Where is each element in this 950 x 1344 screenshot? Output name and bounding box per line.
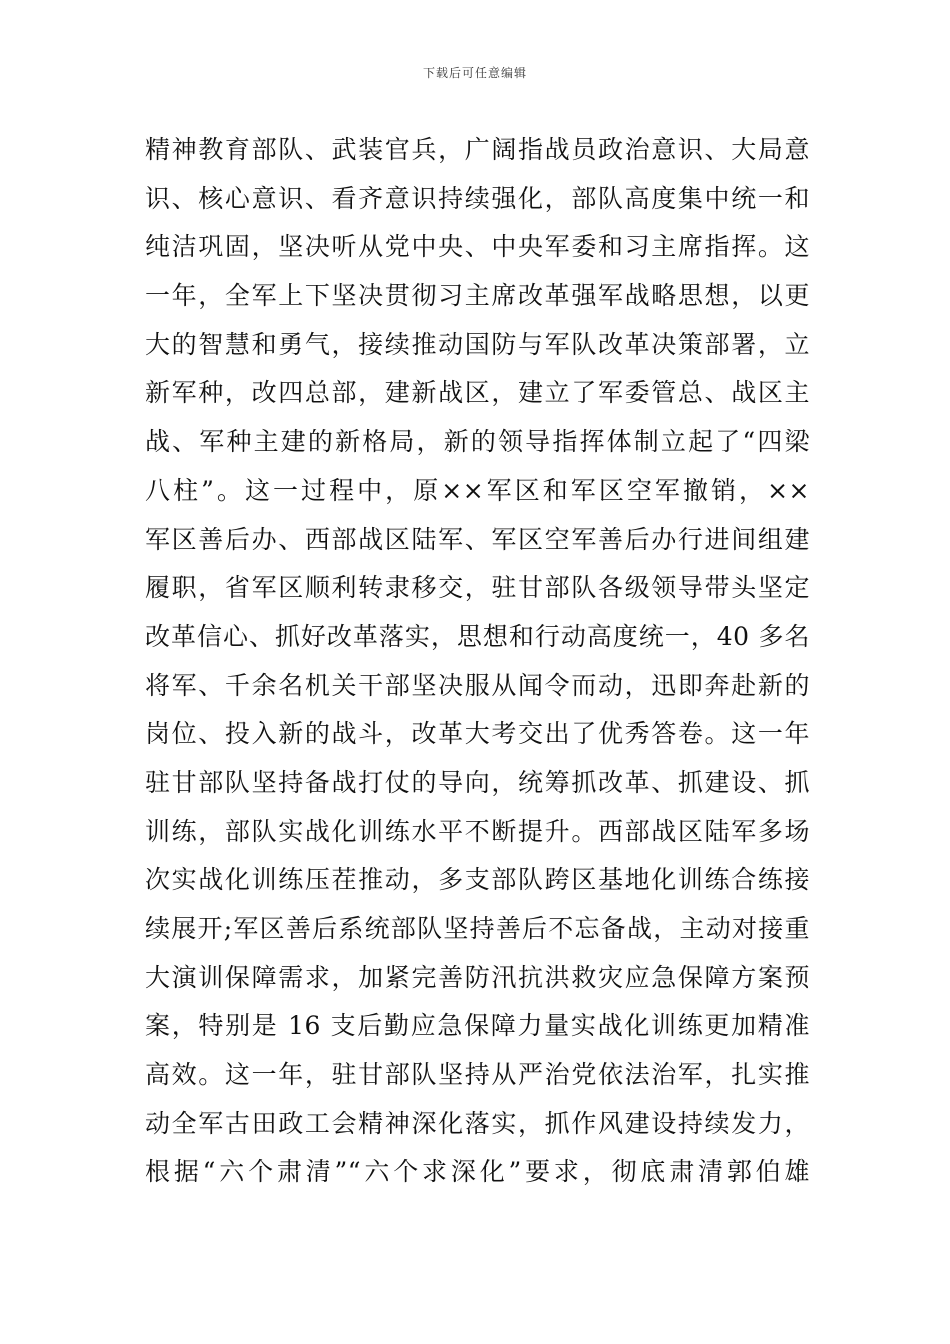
text-line: 纯洁巩固，坚决听从党中央、中央军委和习主席指挥。这 [145,232,810,262]
text-line: 新军种，改四总部，建新战区，建立了军委管总、战区主 [145,378,810,408]
text-line: 识、核心意识、看齐意识持续强化，部队高度集中统一和 [145,183,810,213]
text-line: 训练，部队实战化训练水平不断提升。西部战区陆军多场 [145,816,810,846]
text-line: 驻甘部队坚持备战打仗的导向，统筹抓改革、抓建设、抓 [145,767,810,797]
text-line: 将军、千余名机关干部坚决服从闻令而动，迅即奔赴新的 [145,670,810,700]
text-line: 高效。这一年，驻甘部队坚持从严治党依法治军，扎实推 [145,1060,810,1090]
text-line: 八柱”。这一过程中，原××军区和军区空军撤销，×× [145,475,810,505]
text-line: 根据“六个肃清”“六个求深化”要求，彻底肃清郭伯雄 [145,1157,810,1187]
text-line: 履职，省军区顺利转隶移交，驻甘部队各级领导带头坚定 [145,573,810,603]
body-text [145,126,810,1197]
header-note: 下载后可任意编辑 [422,66,527,80]
text-line: 改革信心、抓好改革落实，思想和行动高度统一，40 多名 [145,621,810,651]
text-line: 战、军种主建的新格局，新的领导指挥体制立起了“四梁 [145,427,810,457]
text-line: 动全军古田政工会精神深化落实，抓作风建设持续发力， [145,1108,810,1138]
text-line: 案，特别是 16 支后勤应急保障力量实战化训练更加精准 [145,1011,810,1041]
text-line: 续展开;军区善后系统部队坚持善后不忘备战，主动对接重 [145,914,810,943]
text-line: 岗位、投入新的战斗，改革大考交出了优秀答卷。这一年 [145,719,810,749]
text-line: 精神教育部队、武装官兵，广阔指战员政治意识、大局意 [145,135,810,164]
text-line: 一年，全军上下坚决贯彻习主席改革强军战略思想，以更 [145,281,810,311]
text-line: 军区善后办、西部战区陆军、军区空军善后办行进间组建 [145,524,810,554]
text-line: 大演训保障需求，加紧完善防汛抗洪救灾应急保障方案预 [145,962,810,992]
text-line: 次实战化训练压茬推动，多支部队跨区基地化训练合练接 [145,865,810,895]
text-line: 大的智慧和勇气，接续推动国防与军队改革决策部署，立 [145,329,810,359]
